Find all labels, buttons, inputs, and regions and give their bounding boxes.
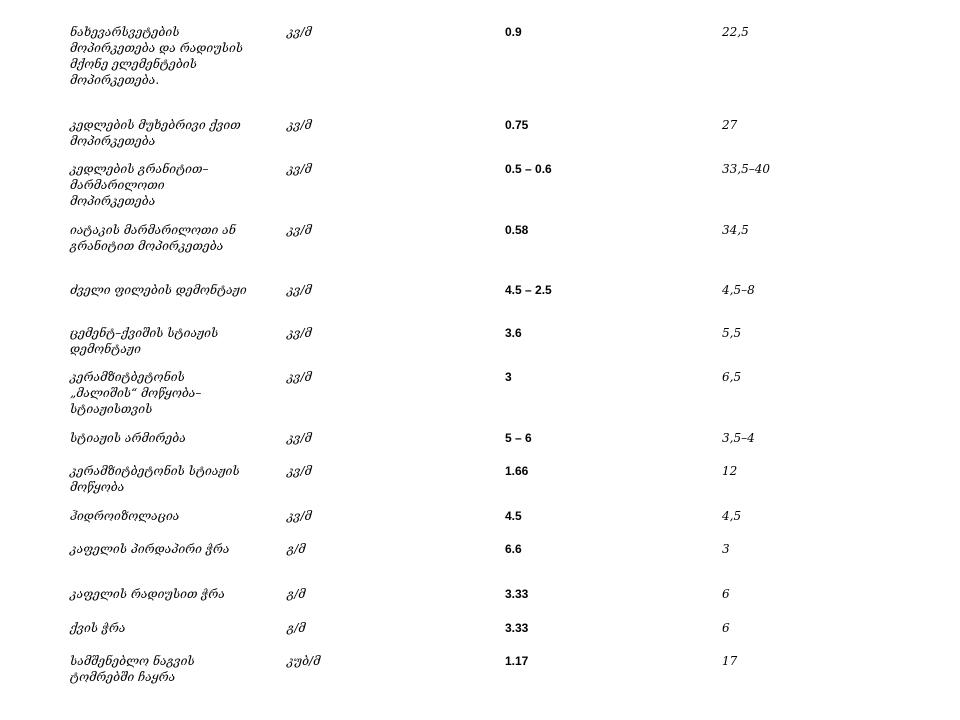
work-name: ჰიდროიზოლაცია [70,509,180,523]
work-name: კაფელის პირდაპირი ჭრა [70,542,230,556]
unit: კვ/მ [287,370,312,384]
norm-value: 3.6 [505,326,522,340]
norm-value: 3.33 [505,587,529,601]
work-name: იატაკის მარმარილოთი ან გრანიტით მოპირკეთება [70,223,236,253]
price-value: 4,5 [722,509,742,523]
price-value: 6 [722,621,730,635]
norm-value: 0.75 [505,118,529,132]
work-name: კერამზიტბეტონის სტიაჟის მოწყობა [70,464,240,494]
unit: კვ/მ [287,25,312,39]
norm-value: 6.6 [505,542,522,556]
price-value: 34,5 [722,223,749,237]
unit: კვ/მ [287,464,312,478]
norm-value: 3 [505,370,512,384]
work-name: ნახევარსვეტების მოპირკეთება და რადიუსის მქონე ელემენტების მოპირკეთება. [70,25,244,87]
work-name: კედლების მუხებრივი ქვით მოპირკეთება [70,118,241,148]
norm-value: 4.5 [505,509,522,523]
price-value: 27 [722,118,738,132]
unit: კვ/მ [287,326,312,340]
work-name: კედლების გრანიტით–მარმარილოთი მოპირკეთება [70,162,209,208]
norm-value: 0.9 [505,25,522,39]
work-name: სტიაჟის არმირება [70,431,186,445]
norm-value: 0.58 [505,223,529,237]
price-value: 17 [722,654,738,668]
work-name: კაფელის რადიუსით ჭრა [70,587,225,601]
price-value: 6 [722,587,730,601]
price-value: 5,5 [722,326,742,340]
unit: კვ/მ [287,223,312,237]
work-name: ქვის ჭრა [70,621,126,635]
price-value: 3,5–4 [722,431,755,445]
norm-value: 1.17 [505,654,529,668]
unit: გ/მ [287,621,306,635]
norm-value: 3.33 [505,621,529,635]
price-value: 6,5 [722,370,742,384]
work-name: ცემენტ–ქვიშის სტიაჟის დემონტაჟი [70,326,219,356]
unit: კვ/მ [287,431,312,445]
unit: კუბ/მ [287,654,321,668]
norm-value: 4.5 – 2.5 [505,283,552,297]
unit: გ/მ [287,587,306,601]
norm-value: 0.5 – 0.6 [505,162,552,176]
price-value: 3 [722,542,730,556]
norm-value: 5 – 6 [505,431,532,445]
work-name: ძველი ფილების დემონტაჟი [70,283,247,297]
price-value: 12 [722,464,738,478]
norm-value: 1.66 [505,464,529,478]
unit: კვ/მ [287,118,312,132]
price-value: 33,5–40 [722,162,770,176]
unit: კვ/მ [287,509,312,523]
work-name: სამშენებლო ნაგვის ტომრებში ჩაყრა [70,654,195,684]
unit: კვ/მ [287,283,312,297]
work-name: კერამზიტბეტონის „მალიშის“ მოწყობა–სტიაჟისთვის [70,370,202,416]
unit: გ/მ [287,542,306,556]
price-value: 4,5–8 [722,283,755,297]
price-value: 22,5 [722,25,749,39]
unit: კვ/მ [287,162,312,176]
